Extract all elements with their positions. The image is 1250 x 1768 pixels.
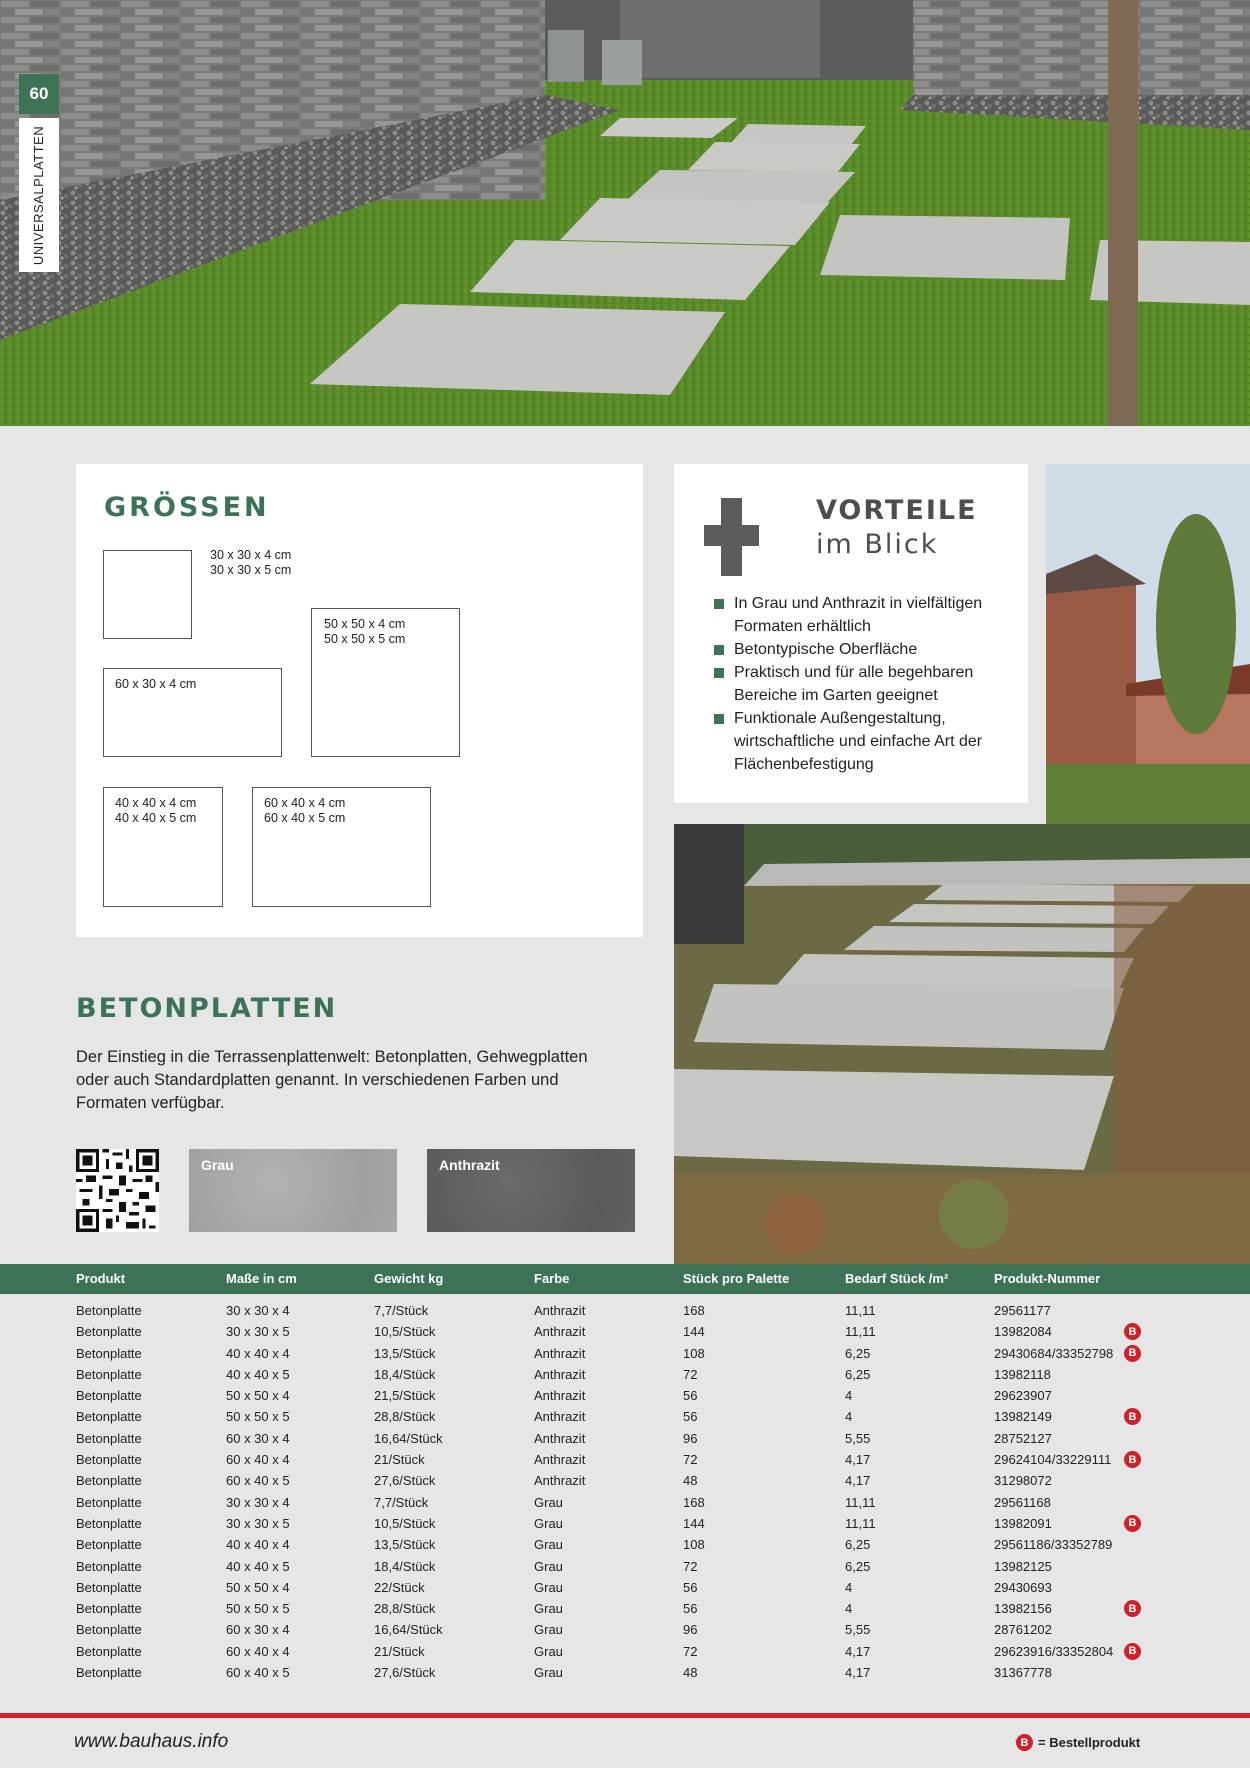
advantage-item: In Grau und Anthrazit in vielfältigen Formaten erhältlich	[714, 592, 1014, 638]
product-description: Der Einstieg in die Terrassenplattenwelt: Betonplatten, Gehwegplatten oder auch Standardplatten genannt. In verschiedenen Farben und Formaten verfügbar.	[76, 1048, 588, 1112]
cell-farbe: Anthrazit	[534, 1473, 586, 1489]
sizes-card	[76, 464, 643, 937]
cell-gewicht: 21/Stück	[374, 1452, 425, 1468]
advantage-item: Betontypische Oberfläche	[714, 638, 1014, 661]
footer-rule	[0, 1713, 1250, 1718]
section-tab-label: UNIVERSALPLATTEN	[31, 125, 47, 265]
bestellprodukt-badge-icon: B	[1016, 1734, 1033, 1751]
table-row	[0, 1598, 1250, 1619]
cell-nummer: 29561186/33352789	[994, 1537, 1113, 1553]
cell-farbe: Grau	[534, 1515, 563, 1531]
advantages-title-line2: im Blick	[816, 529, 939, 560]
cell-nummer: 13982125	[994, 1558, 1052, 1574]
cell-farbe: Grau	[534, 1579, 563, 1595]
bestellprodukt-badge-icon: B	[1124, 1345, 1141, 1362]
bestellprodukt-badge-icon: B	[1124, 1451, 1141, 1468]
bestellprodukt-badge-icon: B	[1124, 1643, 1141, 1660]
cell-bedarf: 6,25	[845, 1558, 871, 1574]
cell-produkt: Betonplatte	[76, 1324, 142, 1340]
cell-produkt: Betonplatte	[76, 1579, 142, 1595]
size-label-50x50: 50 x 50 x 4 cm 50 x 50 x 5 cm	[324, 617, 406, 646]
cell-palette: 168	[683, 1303, 705, 1318]
cell-masse: 60 x 30 x 4	[226, 1622, 290, 1638]
cell-bedarf: 11,11	[845, 1303, 876, 1318]
cell-gewicht: 28,8/Stück	[374, 1409, 436, 1425]
swatch-anthrazit-label: Anthrazit	[439, 1157, 500, 1173]
table-row	[0, 1619, 1250, 1640]
cell-masse: 40 x 40 x 5	[226, 1558, 290, 1574]
cell-palette: 72	[683, 1366, 698, 1382]
advantages-card	[674, 464, 1028, 803]
cell-produkt: Betonplatte	[76, 1345, 142, 1361]
cell-masse: 40 x 40 x 4	[226, 1537, 290, 1553]
advantage-item: Praktisch und für alle begehbaren Bereiche im Garten geeignet	[714, 661, 1014, 707]
cell-palette: 144	[683, 1515, 705, 1531]
table-row	[0, 1662, 1250, 1683]
table-row	[0, 1577, 1250, 1598]
cell-produkt: Betonplatte	[76, 1494, 142, 1510]
cell-produkt: Betonplatte	[76, 1452, 142, 1468]
cell-farbe: Anthrazit	[534, 1303, 586, 1318]
cell-masse: 50 x 50 x 5	[226, 1409, 290, 1425]
cell-palette: 56	[683, 1409, 698, 1425]
cell-gewicht: 22/Stück	[374, 1579, 425, 1595]
cell-palette: 56	[683, 1601, 698, 1617]
swatch-grau-label: Grau	[201, 1157, 234, 1173]
cell-farbe: Anthrazit	[534, 1452, 586, 1468]
size-label-60x40: 60 x 40 x 4 cm 60 x 40 x 5 cm	[264, 796, 346, 825]
cell-gewicht: 7,7/Stück	[374, 1303, 429, 1318]
cell-nummer: 31298072	[994, 1473, 1052, 1489]
table-row	[0, 1534, 1250, 1555]
cell-bedarf: 4,17	[845, 1643, 871, 1659]
cell-nummer: 28752127	[994, 1430, 1052, 1446]
cell-bedarf: 4,17	[845, 1665, 871, 1681]
cell-nummer: 29624104/33229111	[994, 1452, 1112, 1468]
cell-produkt: Betonplatte	[76, 1430, 142, 1446]
cell-farbe: Grau	[534, 1643, 563, 1659]
cell-masse: 50 x 50 x 4	[226, 1579, 290, 1595]
cell-bedarf: 4,17	[845, 1452, 871, 1468]
cell-produkt: Betonplatte	[76, 1558, 142, 1574]
bestellprodukt-badge-icon: B	[1124, 1600, 1141, 1617]
cell-palette: 56	[683, 1579, 698, 1595]
cell-masse: 50 x 50 x 4	[226, 1388, 290, 1404]
size-label-30x30: 30 x 30 x 4 cm 30 x 30 x 5 cm	[210, 548, 292, 577]
cell-farbe: Anthrazit	[534, 1345, 586, 1361]
table-row	[0, 1449, 1250, 1470]
cell-bedarf: 6,25	[845, 1345, 871, 1361]
table-row	[0, 1492, 1250, 1513]
col-header-masse: Maße in cm	[226, 1271, 297, 1286]
cell-gewicht: 27,6/Stück	[374, 1665, 436, 1681]
cell-produkt: Betonplatte	[76, 1622, 142, 1638]
cell-nummer: 13982118	[994, 1366, 1051, 1382]
bestellprodukt-badge-icon: B	[1124, 1323, 1141, 1340]
cell-palette: 48	[683, 1665, 698, 1681]
cell-masse: 60 x 30 x 4	[226, 1430, 290, 1446]
cell-gewicht: 10,5/Stück	[374, 1324, 436, 1340]
cell-gewicht: 7,7/Stück	[374, 1494, 429, 1510]
table-body	[0, 1300, 1250, 1683]
product-title: BETONPLATTEN	[76, 993, 338, 1024]
cell-farbe: Grau	[534, 1601, 563, 1617]
cell-gewicht: 21/Stück	[374, 1643, 425, 1659]
cell-farbe: Anthrazit	[534, 1430, 586, 1446]
cell-bedarf: 4	[845, 1409, 853, 1425]
cell-produkt: Betonplatte	[76, 1473, 142, 1489]
cell-palette: 56	[683, 1388, 698, 1404]
cell-gewicht: 13,5/Stück	[374, 1345, 436, 1361]
cell-produkt: Betonplatte	[76, 1537, 142, 1553]
cell-palette: 48	[683, 1473, 698, 1489]
cell-nummer: 13982091	[994, 1515, 1052, 1531]
cell-produkt: Betonplatte	[76, 1409, 142, 1425]
cell-masse: 40 x 40 x 4	[226, 1345, 290, 1361]
table-row	[0, 1364, 1250, 1385]
hero-photo	[0, 0, 1250, 426]
cell-gewicht: 18,4/Stück	[374, 1558, 436, 1574]
table-row	[0, 1470, 1250, 1491]
cell-produkt: Betonplatte	[76, 1303, 142, 1318]
cell-nummer: 31367778	[994, 1665, 1052, 1681]
cell-nummer: 29561168	[994, 1494, 1051, 1510]
cell-bedarf: 5,55	[845, 1430, 871, 1446]
cell-gewicht: 18,4/Stück	[374, 1366, 436, 1382]
cell-nummer: 29430684/33352798	[994, 1345, 1114, 1361]
cell-produkt: Betonplatte	[76, 1366, 142, 1382]
cell-produkt: Betonplatte	[76, 1388, 142, 1404]
cell-bedarf: 6,25	[845, 1366, 871, 1382]
cell-farbe: Grau	[534, 1665, 563, 1681]
garden-steps-photo	[674, 824, 1250, 1264]
cell-farbe: Anthrazit	[534, 1409, 586, 1425]
plus-icon-bar	[704, 525, 759, 546]
cell-palette: 72	[683, 1558, 698, 1574]
cell-masse: 60 x 40 x 5	[226, 1665, 290, 1681]
cell-bedarf: 11,11	[845, 1494, 876, 1510]
swatch-anthrazit	[427, 1149, 635, 1232]
table-row	[0, 1641, 1250, 1662]
cell-nummer: 29561177	[994, 1303, 1051, 1318]
advantages-list	[714, 592, 1014, 776]
table-header	[0, 1264, 1250, 1294]
table-row	[0, 1428, 1250, 1449]
cell-masse: 30 x 30 x 4	[226, 1303, 290, 1318]
cell-bedarf: 6,25	[845, 1537, 871, 1553]
cell-nummer: 29623916/33352804	[994, 1643, 1114, 1659]
cell-gewicht: 10,5/Stück	[374, 1515, 436, 1531]
cell-produkt: Betonplatte	[76, 1515, 142, 1531]
swatch-grau	[189, 1149, 397, 1232]
cell-bedarf: 5,55	[845, 1622, 871, 1638]
cell-gewicht: 27,6/Stück	[374, 1473, 436, 1489]
cell-bedarf: 11,11	[845, 1324, 876, 1340]
house-photo	[1046, 464, 1250, 824]
table-row	[0, 1406, 1250, 1427]
col-header-farbe: Farbe	[534, 1271, 570, 1286]
cell-farbe: Anthrazit	[534, 1388, 586, 1404]
size-label-40x40: 40 x 40 x 4 cm 40 x 40 x 5 cm	[115, 796, 197, 825]
cell-gewicht: 13,5/Stück	[374, 1537, 436, 1553]
cell-nummer: 28761202	[994, 1622, 1052, 1638]
cell-gewicht: 16,64/Stück	[374, 1430, 443, 1446]
cell-palette: 108	[683, 1537, 705, 1553]
cell-gewicht: 28,8/Stück	[374, 1601, 436, 1617]
table-row	[0, 1343, 1250, 1364]
section-tab	[19, 118, 59, 272]
footer-legend	[1016, 1734, 1140, 1751]
footer-legend-text: = Bestellprodukt	[1038, 1735, 1141, 1750]
cell-masse: 60 x 40 x 4	[226, 1452, 290, 1468]
garden-path-image	[0, 0, 1250, 426]
cell-gewicht: 16,64/Stück	[374, 1622, 443, 1638]
cell-masse: 30 x 30 x 5	[226, 1324, 290, 1340]
cell-bedarf: 4	[845, 1601, 853, 1617]
cell-masse: 60 x 40 x 5	[226, 1473, 290, 1489]
cell-nummer: 13982084	[994, 1324, 1052, 1340]
cell-farbe: Anthrazit	[534, 1366, 586, 1382]
cell-nummer: 29430693	[994, 1579, 1052, 1595]
cell-produkt: Betonplatte	[76, 1601, 142, 1617]
advantages-title	[816, 494, 978, 562]
col-header-nummer: Produkt-Nummer	[994, 1271, 1101, 1286]
size-box-30x30	[103, 550, 192, 639]
qr-code-icon[interactable]	[76, 1149, 159, 1232]
table-row	[0, 1556, 1250, 1577]
page-number: 60	[19, 74, 59, 114]
cell-nummer: 13982149	[994, 1409, 1052, 1425]
table-row	[0, 1321, 1250, 1342]
cell-masse: 40 x 40 x 5	[226, 1366, 290, 1382]
cell-masse: 30 x 30 x 5	[226, 1515, 290, 1531]
cell-gewicht: 21,5/Stück	[374, 1388, 436, 1404]
advantage-item: Funktionale Außengestaltung, wirtschaftliche und einfache Art der Flächenbefestigung	[714, 707, 1014, 776]
cell-bedarf: 4	[845, 1388, 853, 1404]
cell-palette: 72	[683, 1643, 698, 1659]
table-row	[0, 1513, 1250, 1534]
cell-farbe: Grau	[534, 1537, 563, 1553]
cell-masse: 30 x 30 x 4	[226, 1494, 290, 1510]
cell-nummer: 13982156	[994, 1601, 1052, 1617]
cell-farbe: Grau	[534, 1622, 563, 1638]
cell-palette: 96	[683, 1622, 698, 1638]
footer-url-link[interactable]: www.bauhaus.info	[74, 1731, 229, 1752]
col-header-produkt: Produkt	[76, 1271, 126, 1286]
table-row	[0, 1385, 1250, 1406]
size-label-60x30: 60 x 30 x 4 cm	[115, 677, 197, 691]
cell-farbe: Grau	[534, 1494, 563, 1510]
cell-palette: 72	[683, 1452, 698, 1468]
cell-bedarf: 4,17	[845, 1473, 871, 1489]
cell-masse: 60 x 40 x 4	[226, 1643, 290, 1659]
table-row	[0, 1300, 1250, 1321]
cell-farbe: Anthrazit	[534, 1324, 586, 1340]
cell-palette: 96	[683, 1430, 698, 1446]
cell-produkt: Betonplatte	[76, 1665, 142, 1681]
cell-bedarf: 11,11	[845, 1515, 876, 1531]
advantages-title-line1: VORTEILE	[816, 495, 978, 526]
col-header-gewicht: Gewicht kg	[374, 1271, 444, 1286]
cell-produkt: Betonplatte	[76, 1643, 142, 1659]
cell-palette: 108	[683, 1345, 705, 1361]
sizes-title: GRÖSSEN	[104, 492, 270, 523]
cell-masse: 50 x 50 x 5	[226, 1601, 290, 1617]
cell-bedarf: 4	[845, 1579, 853, 1595]
col-header-bedarf: Bedarf Stück /m²	[845, 1271, 949, 1286]
bestellprodukt-badge-icon: B	[1124, 1515, 1141, 1532]
cell-nummer: 29623907	[994, 1388, 1052, 1404]
cell-palette: 144	[683, 1324, 705, 1340]
col-header-palette: Stück pro Palette	[683, 1271, 790, 1286]
bestellprodukt-badge-icon: B	[1124, 1408, 1141, 1425]
cell-farbe: Grau	[534, 1558, 563, 1574]
cell-palette: 168	[683, 1494, 705, 1510]
